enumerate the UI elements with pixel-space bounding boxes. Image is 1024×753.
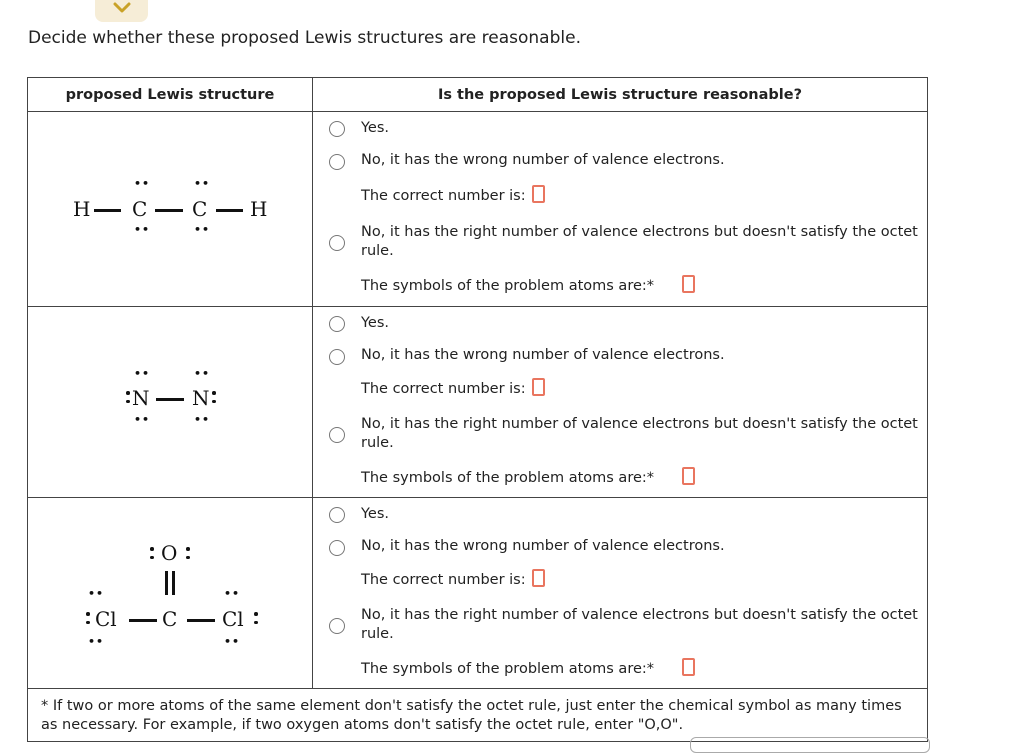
radio-yes[interactable]: [329, 507, 345, 523]
radio-octet[interactable]: [329, 427, 345, 443]
atom-o: O: [161, 541, 178, 565]
lone-pair: ••: [134, 223, 151, 236]
atom-c-1: C: [132, 197, 148, 221]
table-row: [28, 498, 927, 689]
answer-options: [313, 112, 927, 306]
table-row: [28, 112, 927, 307]
radio-octet[interactable]: [329, 235, 345, 251]
double-bond-line-1: [165, 571, 168, 595]
question-prompt: Decide whether these proposed Lewis structures are reasonable.: [28, 28, 581, 48]
collapse-toggle[interactable]: [95, 0, 148, 22]
option-octet-label: No, it has the right number of valence electrons but doesn't satisfy the octet rule.: [361, 607, 918, 642]
radio-wrong-valence[interactable]: [329, 154, 345, 170]
option-wrong-valence-label: No, it has the wrong number of valence electrons.: [361, 538, 725, 554]
correct-number-label: The correct number is:: [361, 381, 526, 397]
lewis-structure-n2: [28, 307, 313, 497]
footnote: * If two or more atoms of the same element don't satisfy the octet rule, just enter the chemical symbol as many times as necessary. For example, if two oxygen atoms don't satisfy the octet rule, enter "O,O".: [41, 698, 902, 733]
problem-atoms-label: The symbols of the problem atoms are:*: [361, 470, 655, 486]
lewis-structures-table: [27, 77, 928, 742]
chevron-down-icon: [113, 2, 131, 14]
lone-pair: ••: [194, 177, 211, 190]
single-bond: [187, 619, 215, 622]
correct-number-input[interactable]: [532, 378, 545, 396]
atom-c: C: [162, 607, 178, 631]
option-yes-label: Yes.: [361, 506, 390, 522]
problem-atoms-row: [361, 660, 695, 678]
single-bond: [156, 398, 184, 401]
lone-pair: [254, 612, 258, 624]
correct-number-label: The correct number is:: [361, 188, 526, 204]
lone-pair: ••: [134, 177, 151, 190]
lone-pair: ••: [224, 635, 241, 648]
correct-number-input[interactable]: [532, 569, 545, 587]
correct-number-row: [361, 380, 545, 398]
column-header-reasonable: Is the proposed Lewis structure reasonable?: [437, 86, 803, 103]
single-bond: [129, 619, 157, 622]
table-header: [28, 78, 927, 112]
lone-pair: ••: [88, 587, 105, 600]
problem-atoms-row: [361, 277, 695, 295]
lone-pair: [126, 391, 130, 403]
radio-octet[interactable]: [329, 618, 345, 634]
option-wrong-valence-label: No, it has the wrong number of valence electrons.: [361, 152, 725, 168]
lone-pair: ••: [134, 367, 151, 380]
correct-number-row: [361, 187, 545, 205]
atom-cl-left: Cl: [95, 607, 117, 631]
lone-pair: [186, 547, 190, 559]
option-octet-label: No, it has the right number of valence electrons but doesn't satisfy the octet rule.: [361, 224, 918, 259]
option-yes-label: Yes.: [361, 120, 390, 136]
problem-atoms-input[interactable]: [682, 658, 695, 676]
double-bond-line-2: [172, 571, 175, 595]
problem-atoms-label: The symbols of the problem atoms are:*: [361, 278, 655, 294]
column-header-structure: proposed Lewis structure: [28, 78, 313, 111]
problem-atoms-label: The symbols of the problem atoms are:*: [361, 661, 655, 677]
answer-options: [313, 307, 927, 497]
problem-atoms-input[interactable]: [682, 275, 695, 293]
lone-pair: ••: [88, 635, 105, 648]
single-bond: [94, 209, 121, 212]
table-row: [28, 307, 927, 498]
option-octet-label: No, it has the right number of valence electrons but doesn't satisfy the octet rule.: [361, 416, 918, 451]
answer-options: [313, 498, 927, 688]
lone-pair: ••: [224, 587, 241, 600]
lone-pair: [86, 612, 90, 624]
lone-pair: ••: [194, 367, 211, 380]
correct-number-label: The correct number is:: [361, 572, 526, 588]
radio-yes[interactable]: [329, 316, 345, 332]
option-yes-label: Yes.: [361, 315, 390, 331]
atom-n-2: N: [192, 386, 210, 410]
single-bond: [216, 209, 243, 212]
lone-pair: [150, 547, 154, 559]
correct-number-input[interactable]: [532, 185, 545, 203]
problem-atoms-row: [361, 469, 695, 487]
atom-cl-right: Cl: [222, 607, 244, 631]
bottom-panel-edge: [690, 737, 930, 753]
lewis-structure-ethane-like: [28, 112, 313, 306]
lone-pair: ••: [194, 413, 211, 426]
lone-pair: [212, 391, 216, 403]
radio-wrong-valence[interactable]: [329, 349, 345, 365]
atom-h-right: H: [250, 197, 268, 221]
single-bond: [155, 209, 183, 212]
correct-number-row: [361, 571, 545, 589]
lone-pair: ••: [134, 413, 151, 426]
option-wrong-valence-label: No, it has the wrong number of valence electrons.: [361, 347, 725, 363]
radio-yes[interactable]: [329, 121, 345, 137]
lone-pair: ••: [194, 223, 211, 236]
atom-c-2: C: [192, 197, 208, 221]
atom-n-1: N: [132, 386, 150, 410]
atom-h-left: H: [73, 197, 91, 221]
problem-atoms-input[interactable]: [682, 467, 695, 485]
lewis-structure-phosgene: [28, 498, 313, 688]
radio-wrong-valence[interactable]: [329, 540, 345, 556]
